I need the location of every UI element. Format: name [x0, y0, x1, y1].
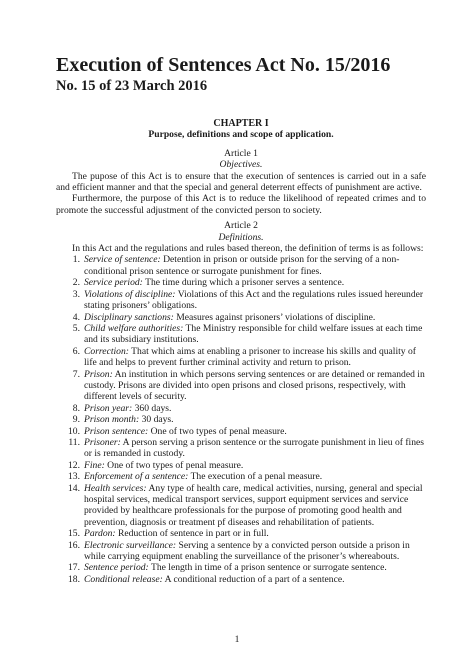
definition-number: 17.	[68, 562, 80, 574]
definition-number: 15.	[68, 528, 80, 540]
definition-number: 12.	[68, 459, 80, 471]
definition-item	[56, 289, 426, 312]
definition-term: Electronic surveillance:	[84, 539, 177, 551]
definition-term: Prison year:	[84, 402, 133, 414]
definition-item	[56, 254, 426, 277]
definition-item	[56, 369, 426, 403]
definition-number: 5.	[72, 322, 80, 334]
definition-number: 4.	[72, 311, 80, 323]
definition-item	[56, 437, 426, 460]
definition-number: 10.	[68, 425, 80, 437]
definition-term: Prison sentence:	[84, 425, 149, 437]
definition-item	[56, 460, 426, 471]
definition-text: Any type of health care, medical activities, nursing, general and special hospital services, medical transport services, support equipment services and service provided by healthcare professionals for the purpose of promoting good health and prevention, diagnosis or treatment pf diseases and rehabilitation of patients.	[84, 482, 423, 528]
definition-text: The length in time of a prison sentence or surrogate sentence.	[148, 562, 387, 574]
definition-text: 30 days.	[139, 414, 174, 426]
definition-number: 8.	[72, 402, 80, 414]
definition-number: 14.	[68, 482, 80, 494]
page-number: 1	[234, 634, 240, 645]
definition-item	[56, 277, 426, 288]
definition-number: 13.	[68, 471, 80, 483]
definition-term: Fine:	[84, 459, 105, 471]
definition-number: 6.	[72, 345, 80, 357]
definition-text: One of two types of penal measure.	[104, 459, 244, 471]
definition-item	[56, 540, 426, 563]
definition-number: 16.	[68, 539, 80, 551]
chapter-subtitle: Purpose, definitions and scope of application.	[148, 129, 334, 141]
document-body	[56, 118, 426, 585]
article-2-heading: Definitions.	[218, 231, 264, 243]
definition-text: One of two types of penal measure.	[148, 425, 287, 437]
article-1-paragraph: Furthermore, the purpose of this Act is to reduce the likelihood of repeated crimes and to promote the successful adjustment of the convicted person to society.	[56, 193, 426, 216]
definition-text: A person serving a prison sentence or the surrogate punishment in lieu of fines or is remanded in custody.	[84, 436, 424, 460]
article-1-heading: Objectives.	[219, 159, 263, 171]
definition-number: 7.	[72, 368, 80, 380]
definition-item	[56, 346, 426, 369]
definition-text: 360 days.	[132, 402, 172, 414]
definition-item	[56, 414, 426, 425]
definition-number: 18.	[68, 573, 80, 585]
definition-term: Prisoner:	[84, 436, 121, 448]
definition-text: An institution in which persons serving sentences or are detained or remanded in custody. Prisons are divided into open prisons and closed prisons, respectively, with different levels of security.	[84, 368, 425, 403]
definition-term: Pardon:	[84, 528, 116, 540]
definition-text: The execution of a penal measure.	[188, 471, 323, 483]
definition-text: Measures against prisoners’ violations of discipline.	[173, 311, 376, 323]
definition-number: 3.	[72, 288, 80, 300]
chapter-heading: CHAPTER I	[213, 118, 269, 129]
definition-text: The Ministry responsible for child welfare issues at each time and its subsidiary institutions.	[84, 322, 423, 346]
definition-item	[56, 403, 426, 414]
definition-item	[56, 471, 426, 482]
definition-text: Serving a sentence by a convicted person outside a prison in while carrying equipment enabling the surveillance of the prisoner’s whereabouts.	[84, 539, 410, 563]
definition-number: 1.	[72, 254, 80, 266]
definition-term: Service period:	[84, 277, 143, 289]
definition-term: Prison:	[84, 368, 113, 380]
article-1-paragraph: The pupose of this Act is to ensure that the execution of sentences is carried out in a safe and efficient manner and that the special and general deterrent effects of punishment are active.	[56, 170, 426, 194]
definition-text: The time during which a prisoner serves a sentence.	[142, 277, 345, 289]
definition-text: Violations of this Act and the regulations rules issued hereunder stating prisoners’ obligations.	[84, 288, 424, 312]
definitions-list	[56, 254, 426, 585]
definition-term: Violations of discipline:	[84, 288, 176, 300]
definition-item	[56, 528, 426, 539]
definition-number: 9.	[72, 414, 80, 426]
article-2-label: Article 2	[224, 220, 258, 232]
definition-item	[56, 562, 426, 573]
definition-term: Correction:	[84, 345, 129, 357]
definition-text: Detention in prison or outside prison for the serving of a non-conditional prison sentence or surrogate punishment for fines.	[84, 254, 400, 277]
definition-item	[56, 426, 426, 437]
definition-term: Conditional release:	[84, 573, 163, 585]
article-2-intro: In this Act and the regulations and rules based thereon, the definition of terms is as follows:	[72, 243, 424, 255]
article-1-label: Article 1	[224, 147, 258, 159]
definition-term: Child welfare authorities:	[84, 322, 184, 334]
definition-text: A conditional reduction of a part of a sentence.	[162, 573, 345, 585]
definition-number: 11.	[68, 436, 80, 448]
definition-term: Service of sentence:	[84, 254, 161, 266]
definition-item	[56, 574, 426, 585]
definition-term: Sentence period:	[84, 562, 149, 574]
definition-term: Enforcement of a sentence:	[84, 471, 189, 483]
definition-term: Disciplinary sanctions:	[84, 311, 174, 323]
definition-item	[56, 483, 426, 529]
definition-term: Prison month:	[84, 414, 140, 426]
document-title: Execution of Sentences Act No. 15/2016	[56, 54, 391, 76]
definition-term: Health services:	[84, 482, 147, 494]
definition-item	[56, 312, 426, 323]
definition-text: That which aims at enabling a prisoner to increase his skills and quality of life and helps to prevent further criminal activity and return to prison.	[84, 345, 416, 369]
definition-item	[56, 323, 426, 346]
document-subtitle: No. 15 of 23 March 2016	[56, 78, 208, 94]
definition-number: 2.	[72, 277, 80, 289]
definition-text: Reduction of sentence in part or in full.	[115, 528, 269, 540]
